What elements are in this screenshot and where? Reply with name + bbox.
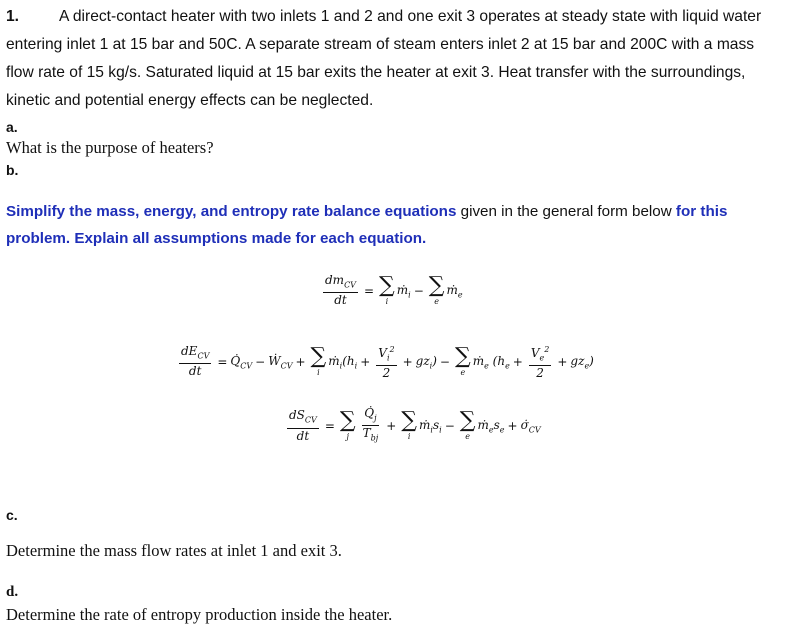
entropy-balance-equation: $\frac{dS_{CV}}{dt}$ = ∑ j $\frac{Q̇_j}{T_{bj}}$ + ∑ i $ṁ_is_i$ − ∑ e $ṁ_es_e$ + $\sigmȧ_{CV}$ [289,406,541,443]
problem-text: A direct-contact heater with two inlets 1 and 2 and one exit 3 operates at steady state with liquid water entering inlet 1 at 15 bar and 50C. A separate stream of steam enters inlet 2 at 15 bar and 200C with a mass flow rate of 15 kg/s. Saturated liquid at 15 bar exits the heater at exit 3. Heat transfer with the surroundings, kinetic and potential energy effects can be neglected. [6,8,762,109]
part-a-question: What is the purpose of heaters? [6,138,214,157]
part-b-text-2: given in the general form below [456,203,676,220]
part-b-text-3: for this problem. Explain all assumptions made for each equation. [6,203,728,247]
part-d-question: Determine the rate of entropy production inside the heater. [6,605,393,624]
part-c-question: Determine the mass flow rates at inlet 1 and exit 3. [6,541,342,560]
part-a-label: a. [6,119,18,135]
problem-number: 1. [6,8,20,25]
mass-balance-equation: $\frac{dm_{CV}}{dt}$ = ∑ i ṁ$_i$ − ∑ e ṁ$_e$ [325,273,463,308]
part-b-instructions [6,198,786,252]
part-b-label: b. [6,162,19,178]
part-b-text-1: Simplify the mass, energy, and entropy rate balance equations [6,203,457,220]
part-c-label: c. [6,507,18,523]
energy-balance-equation: $\frac{dE_{CV}}{dt}$ = $Q̇_{CV}$ − Ẇ$_{CV}$ + ∑ i $ṁ_i(h_i$ + $\frac{V_i^2}{2}$ + $gz_i$) − ∑ e ṁ$_e$ ($h_e$ + $\frac{V_e^2}{2}$ + $gz_e$) [181,344,594,381]
problem-statement [6,3,782,115]
part-d-label: d. [6,584,19,600]
